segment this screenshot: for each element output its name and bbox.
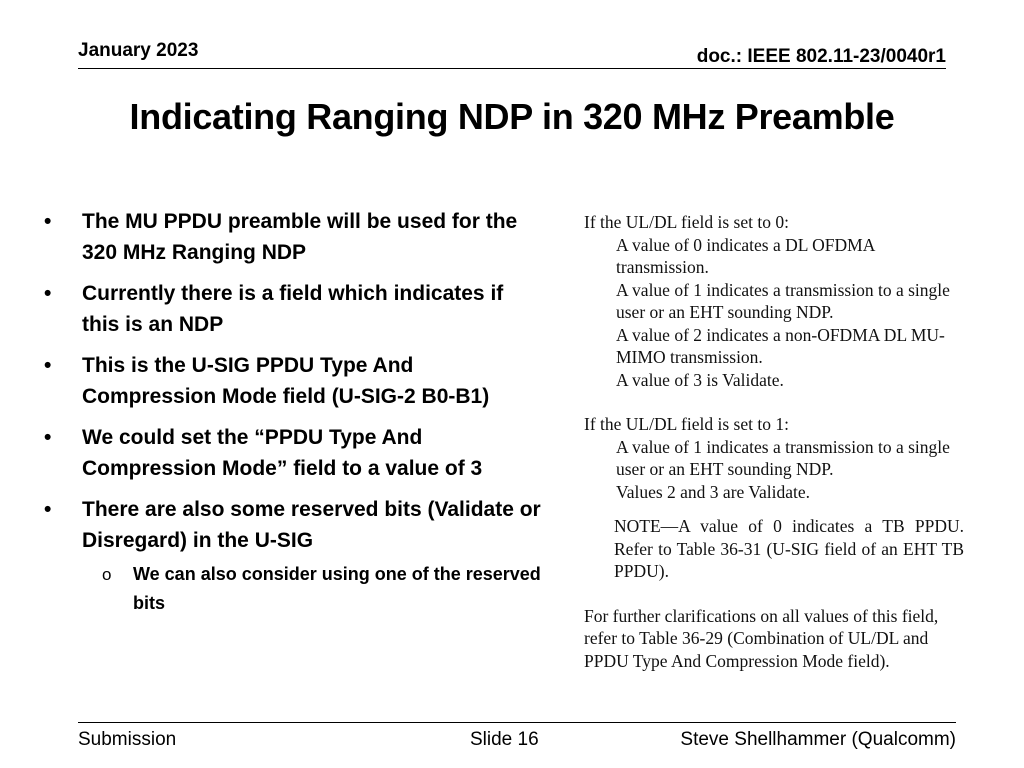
footer-author: Steve Shellhammer (Qualcomm) (680, 729, 956, 750)
sub-bullet-item (82, 560, 544, 618)
bullet-item (44, 494, 544, 618)
sub-bullet-marker: o (102, 565, 112, 584)
sub-bullet-list (82, 560, 544, 618)
spec-note: NOTE—A value of 0 indicates a TB PPDU. Refer to Table 36-31 (U-SIG field of an EHT TB PPDU). (614, 516, 964, 581)
sub-bullet-text: We can also consider using one of the reserved bits (133, 564, 541, 613)
spec-ul0-line: A value of 2 indicates a non-OFDMA DL MU-MIMO transmission. (616, 324, 945, 367)
bullet-item (44, 422, 544, 484)
spec-ul1-line: Values 2 and 3 are Validate. (616, 481, 811, 502)
bullet-marker: • (44, 282, 52, 305)
spec-ul1-line: A value of 1 indicates a transmission to a single user or an EHT sounding NDP. (616, 436, 950, 479)
bullet-text: We could set the “PPDU Type And Compression Mode” field to a value of 3 (82, 426, 483, 480)
header-divider (78, 68, 946, 69)
bullet-marker: • (44, 426, 52, 449)
bullet-marker: • (44, 210, 52, 233)
bullet-text: There are also some reserved bits (Validate or Disregard) in the U-SIG (82, 498, 541, 552)
bullet-item (44, 206, 544, 268)
spec-ul1-heading: If the UL/DL field is set to 1: (584, 414, 789, 434)
spec-ul0-line: A value of 1 indicates a transmission to a single user or an EHT sounding NDP. (616, 279, 950, 322)
bullet-text: This is the U-SIG PPDU Type And Compression Mode field (U-SIG-2 B0-B1) (82, 354, 490, 408)
bullet-marker: • (44, 354, 52, 377)
bullet-item (44, 350, 544, 412)
bullet-marker: • (44, 498, 52, 521)
spec-ul0-line: A value of 0 indicates a DL OFDMA transmission. (616, 234, 875, 277)
header-date: January 2023 (78, 40, 199, 61)
spec-ul0-heading: If the UL/DL field is set to 0: (584, 212, 789, 232)
footer-slide-number: Slide 16 (470, 729, 539, 750)
footer-submission: Submission (78, 729, 177, 750)
header-doc-id: doc.: IEEE 802.11-23/0040r1 (696, 46, 946, 67)
bullet-item (44, 278, 544, 340)
spec-further: For further clarifications on all values of this field, refer to Table 36-29 (Combination of UL/DL and PPDU Type And Compression Mode field). (584, 605, 939, 671)
bullet-list (44, 206, 544, 628)
bullet-text: Currently there is a field which indicates if this is an NDP (82, 282, 504, 336)
footer-divider (78, 722, 956, 723)
spec-ul0-line: A value of 3 is Validate. (616, 369, 784, 390)
bullet-text: The MU PPDU preamble will be used for the 320 MHz Ranging NDP (82, 210, 518, 264)
slide-title: Indicating Ranging NDP in 320 MHz Preamble (129, 96, 895, 137)
spec-excerpt (584, 211, 964, 672)
